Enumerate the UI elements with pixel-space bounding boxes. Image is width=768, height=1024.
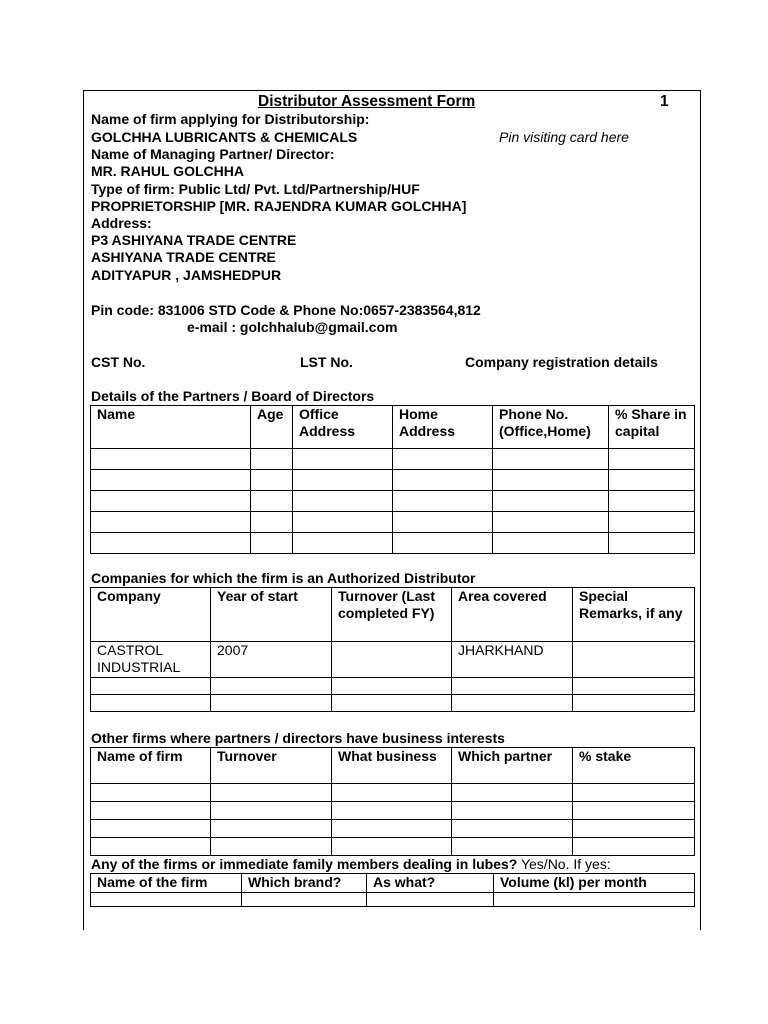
table-cell[interactable] — [332, 678, 452, 695]
interests-header-stake: % stake — [573, 748, 695, 784]
managing-partner-label: Name of Managing Partner/ Director: — [91, 146, 335, 162]
table-cell[interactable] — [91, 678, 211, 695]
table-cell[interactable] — [91, 512, 251, 533]
table-cell[interactable] — [242, 893, 367, 907]
email-line: e-mail : golchhalub@gmail.com — [187, 319, 398, 335]
table-cell[interactable] — [452, 695, 573, 712]
distributor-header-turnover: Turnover (Last completed FY) — [332, 588, 452, 642]
table-cell[interactable] — [367, 893, 494, 907]
table-cell[interactable] — [332, 784, 452, 802]
partners-header-share: % Share in capital — [609, 406, 695, 449]
table-cell[interactable] — [293, 449, 393, 470]
table-cell[interactable] — [211, 838, 332, 856]
lubes-table — [90, 873, 695, 907]
table-cell[interactable] — [211, 802, 332, 820]
address-line-1: P3 ASHIYANA TRADE CENTRE — [91, 232, 297, 248]
address-line-2: ASHIYANA TRADE CENTRE — [91, 249, 276, 265]
table-cell[interactable] — [91, 449, 251, 470]
table-cell[interactable] — [251, 533, 293, 554]
address-label: Address: — [91, 215, 152, 231]
table-cell[interactable] — [91, 470, 251, 491]
page-number: 1 — [660, 93, 669, 110]
firm-name-label: Name of firm applying for Distributorship: — [91, 111, 370, 127]
table-cell[interactable] — [211, 820, 332, 838]
partners-header-office-address: Office Address — [293, 406, 393, 449]
table-cell[interactable] — [91, 838, 211, 856]
table-cell[interactable] — [609, 491, 695, 512]
distributor-turnover-cell[interactable] — [332, 642, 452, 678]
interests-header-partner: Which partner — [452, 748, 573, 784]
table-cell[interactable] — [393, 470, 493, 491]
table-cell[interactable] — [293, 470, 393, 491]
table-cell[interactable] — [573, 838, 695, 856]
table-row — [91, 802, 695, 820]
firm-type-value: PROPRIETORSHIP [MR. RAJENDRA KUMAR GOLCHHA] — [91, 198, 467, 214]
table-cell[interactable] — [452, 820, 573, 838]
distributor-header-remarks: Special Remarks, if any — [573, 588, 695, 642]
table-cell[interactable] — [609, 470, 695, 491]
lubes-question: Any of the firms or immediate family members dealing in lubes? — [91, 856, 518, 872]
visiting-card-note: Pin visiting card here — [499, 129, 629, 145]
table-row — [91, 820, 695, 838]
interests-header-turnover: Turnover — [211, 748, 332, 784]
table-cell[interactable] — [573, 820, 695, 838]
table-cell[interactable] — [609, 533, 695, 554]
interests-table — [90, 747, 695, 856]
managing-partner-value: MR. RAHUL GOLCHHA — [91, 163, 244, 179]
distributor-table — [90, 587, 695, 712]
table-cell[interactable] — [91, 533, 251, 554]
table-cell[interactable] — [211, 784, 332, 802]
lubes-header-volume: Volume (kl) per month — [494, 874, 695, 893]
pin-std-phone-line: Pin code: 831006 STD Code & Phone No:0657-2383564,812 — [91, 302, 481, 318]
address-line-3: ADITYAPUR , JAMSHEDPUR — [91, 267, 282, 283]
table-cell[interactable] — [91, 695, 211, 712]
table-cell[interactable] — [494, 893, 695, 907]
table-cell[interactable] — [91, 820, 211, 838]
table-cell[interactable] — [293, 533, 393, 554]
table-cell[interactable] — [573, 784, 695, 802]
table-cell[interactable] — [573, 695, 695, 712]
lubes-header-as-what: As what? — [367, 874, 494, 893]
table-cell[interactable] — [493, 449, 609, 470]
distributor-company-cell: CASTROL INDUSTRIAL — [91, 642, 211, 678]
distributor-header-company: Company — [91, 588, 211, 642]
table-row — [91, 491, 695, 512]
lubes-header-firm: Name of the firm — [91, 874, 242, 893]
table-cell[interactable] — [332, 838, 452, 856]
table-cell[interactable] — [91, 893, 242, 907]
distributor-area-cell: JHARKHAND — [452, 642, 573, 678]
table-cell[interactable] — [332, 802, 452, 820]
table-cell[interactable] — [293, 491, 393, 512]
table-cell[interactable] — [393, 533, 493, 554]
table-cell[interactable] — [393, 512, 493, 533]
table-cell[interactable] — [211, 695, 332, 712]
form-title: Distributor Assessment Form — [258, 93, 476, 110]
table-cell[interactable] — [452, 678, 573, 695]
table-row — [91, 470, 695, 491]
table-cell[interactable] — [609, 512, 695, 533]
distributor-remarks-cell[interactable] — [573, 642, 695, 678]
table-row — [91, 533, 695, 554]
table-row — [91, 695, 695, 712]
lubes-answer-hint: Yes/No. If yes: — [520, 856, 611, 872]
lubes-header-brand: Which brand? — [242, 874, 367, 893]
table-cell[interactable] — [393, 491, 493, 512]
table-cell[interactable] — [493, 491, 609, 512]
lst-label: LST No. — [300, 354, 353, 370]
table-cell[interactable] — [332, 695, 452, 712]
table-cell[interactable] — [493, 470, 609, 491]
interests-header-firm: Name of firm — [91, 748, 211, 784]
company-registration-label: Company registration details — [465, 354, 658, 370]
table-cell[interactable] — [452, 802, 573, 820]
interests-section-title: Other firms where partners / directors have business interests — [91, 730, 505, 746]
table-cell[interactable] — [251, 512, 293, 533]
table-cell[interactable] — [393, 449, 493, 470]
firm-type-label: Type of firm: Public Ltd/ Pvt. Ltd/Partnership/HUF — [91, 181, 420, 197]
partners-header-name: Name — [91, 406, 251, 449]
partners-header-age: Age — [251, 406, 293, 449]
table-row — [91, 838, 695, 856]
table-cell[interactable] — [251, 470, 293, 491]
table-row — [91, 642, 695, 678]
table-row — [91, 893, 695, 907]
table-cell[interactable] — [91, 802, 211, 820]
table-cell[interactable] — [452, 838, 573, 856]
table-cell[interactable] — [493, 512, 609, 533]
partners-table — [90, 405, 695, 554]
table-row — [91, 784, 695, 802]
partners-header-phone: Phone No. (Office,Home) — [493, 406, 609, 449]
table-row — [91, 449, 695, 470]
table-cell[interactable] — [293, 512, 393, 533]
interests-header-business: What business — [332, 748, 452, 784]
table-row — [91, 512, 695, 533]
table-cell[interactable] — [91, 784, 211, 802]
partners-section-title: Details of the Partners / Board of Directors — [91, 388, 375, 404]
distributor-year-cell: 2007 — [211, 642, 332, 678]
table-cell[interactable] — [493, 533, 609, 554]
table-cell[interactable] — [251, 449, 293, 470]
table-cell[interactable] — [609, 449, 695, 470]
lubes-question-line — [91, 856, 611, 873]
table-cell[interactable] — [91, 491, 251, 512]
distributor-section-title: Companies for which the firm is an Authorized Distributor — [91, 570, 476, 586]
table-cell[interactable] — [211, 678, 332, 695]
table-cell[interactable] — [573, 678, 695, 695]
table-cell[interactable] — [251, 491, 293, 512]
partners-header-home-address: Home Address — [393, 406, 493, 449]
table-cell[interactable] — [452, 784, 573, 802]
distributor-header-year: Year of start — [211, 588, 332, 642]
table-cell[interactable] — [573, 802, 695, 820]
firm-name-value: GOLCHHA LUBRICANTS & CHEMICALS — [91, 129, 358, 145]
table-cell[interactable] — [332, 820, 452, 838]
distributor-header-area: Area covered — [452, 588, 573, 642]
cst-label: CST No. — [91, 354, 146, 370]
table-row — [91, 678, 695, 695]
